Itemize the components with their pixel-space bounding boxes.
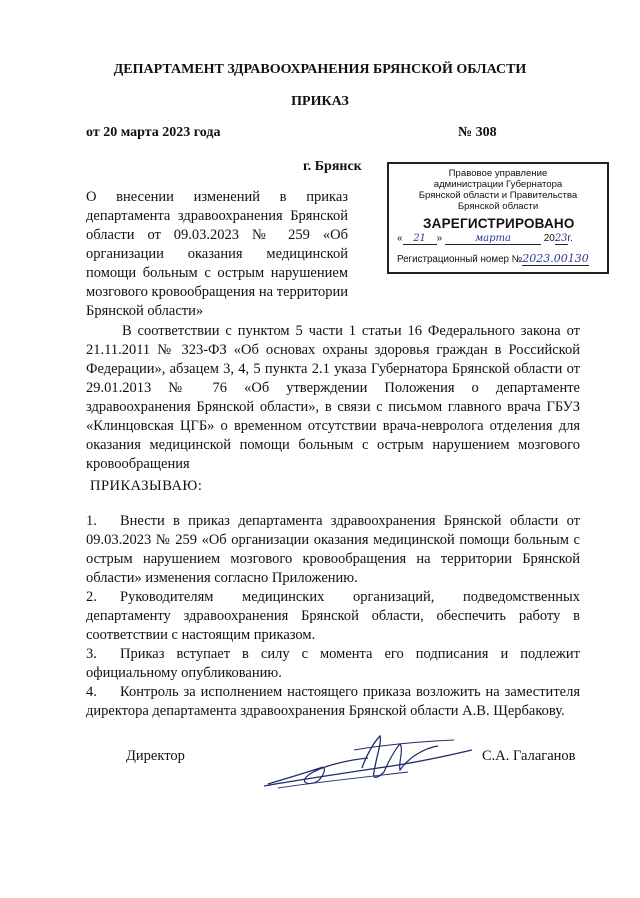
stamp-reg-number-row bbox=[397, 252, 602, 265]
stamp-reg-number: 2023.00130 bbox=[522, 252, 589, 265]
item-number: 3. bbox=[86, 646, 97, 662]
stamp-organization bbox=[389, 168, 607, 212]
registration-stamp bbox=[387, 162, 609, 274]
list-item bbox=[86, 645, 580, 683]
handwritten-signature bbox=[258, 728, 480, 792]
item-number: 1. bbox=[86, 513, 97, 529]
stamp-registered: ЗАРЕГИСТРИРОВАНО bbox=[423, 216, 575, 231]
stamp-year-unit: г. bbox=[567, 233, 573, 244]
order-date: от 20 марта 2023 года bbox=[86, 125, 221, 140]
stamp-year-suffix: 23 bbox=[554, 233, 568, 244]
stamp-org-line: Брянской области и Правительства bbox=[418, 190, 578, 201]
list-item bbox=[86, 588, 580, 645]
stamp-quote-close: » bbox=[436, 233, 443, 244]
list-item bbox=[86, 512, 580, 588]
item-number: 4. bbox=[86, 684, 97, 700]
list-item bbox=[86, 683, 580, 721]
item-text: Приказ вступает в силу с момента его подписания и подлежит официальному опубликованию. bbox=[86, 646, 580, 681]
order-number: № 308 bbox=[458, 125, 497, 140]
document-type: ПРИКАЗ bbox=[291, 94, 349, 109]
item-text: Внести в приказ департамента здравоохранения Брянской области от 09.03.2023 № 259 «Об организации оказания медицинской помощи больным с острым нарушением мозгового кровообращения на территории Брянской области» изменения согласно Приложению. bbox=[86, 513, 580, 586]
stamp-reg-label: Регистрационный номер № bbox=[397, 254, 523, 265]
stamp-date bbox=[397, 233, 602, 245]
stamp-year-prefix: 20 bbox=[543, 233, 555, 244]
signer-position: Директор bbox=[126, 748, 185, 764]
stamp-day: 21 bbox=[413, 233, 426, 244]
item-text: Контроль за исполнением настоящего приказа возложить на заместителя директора департамента здравоохранения Брянской области А.В. Щербакову. bbox=[86, 684, 580, 719]
signer-name: С.А. Галаганов bbox=[482, 748, 576, 764]
preamble: В соответствии с пунктом 5 части 1 статьи 16 Федерального закона от 21.11.2011 № 323-ФЗ «Об основах охраны здоровья граждан в Российской Федерации», абзацем 3, 4, 5 пункта 2.1 указа Губернатора Брянской области от 29.01.2013 № 76 «Об утверждении Положения о департаменте здравоохранения Брянской области», в связи с письмом главного врача ГБУЗ «Клинцовская ЦГБ» о временном отсутствии врача-невролога отделения для оказания медицинской помощи больным с острым нарушением мозгового кровообращения bbox=[86, 323, 580, 472]
item-text: Руководителям медицинских организаций, подведомственных департаменту здравоохранения Брянской области, обеспечить работу в соответствии с настоящим приказом. bbox=[86, 589, 580, 643]
order-word: ПРИКАЗЫВАЮ: bbox=[90, 478, 203, 494]
city: г. Брянск bbox=[303, 159, 362, 174]
department-name: ДЕПАРТАМЕНТ ЗДРАВООХРАНЕНИЯ БРЯНСКОЙ ОБЛАСТИ bbox=[113, 62, 527, 77]
order-items bbox=[86, 512, 580, 721]
stamp-quote-open: « bbox=[397, 233, 403, 244]
stamp-month: марта bbox=[474, 233, 511, 244]
document-subject: О внесении изменений в приказ департамента здравоохранения Брянской области от 09.03.2023 № 259 «Об организации оказания медицинской помощи больным с острым нарушением мозгового кровообращения на территории Брянской области» bbox=[86, 189, 348, 319]
stamp-org-line: Брянской области bbox=[457, 201, 539, 212]
stamp-org-line: администрации Губернатора bbox=[433, 179, 563, 190]
item-number: 2. bbox=[86, 589, 97, 605]
stamp-org-line: Правовое управление bbox=[448, 168, 548, 179]
